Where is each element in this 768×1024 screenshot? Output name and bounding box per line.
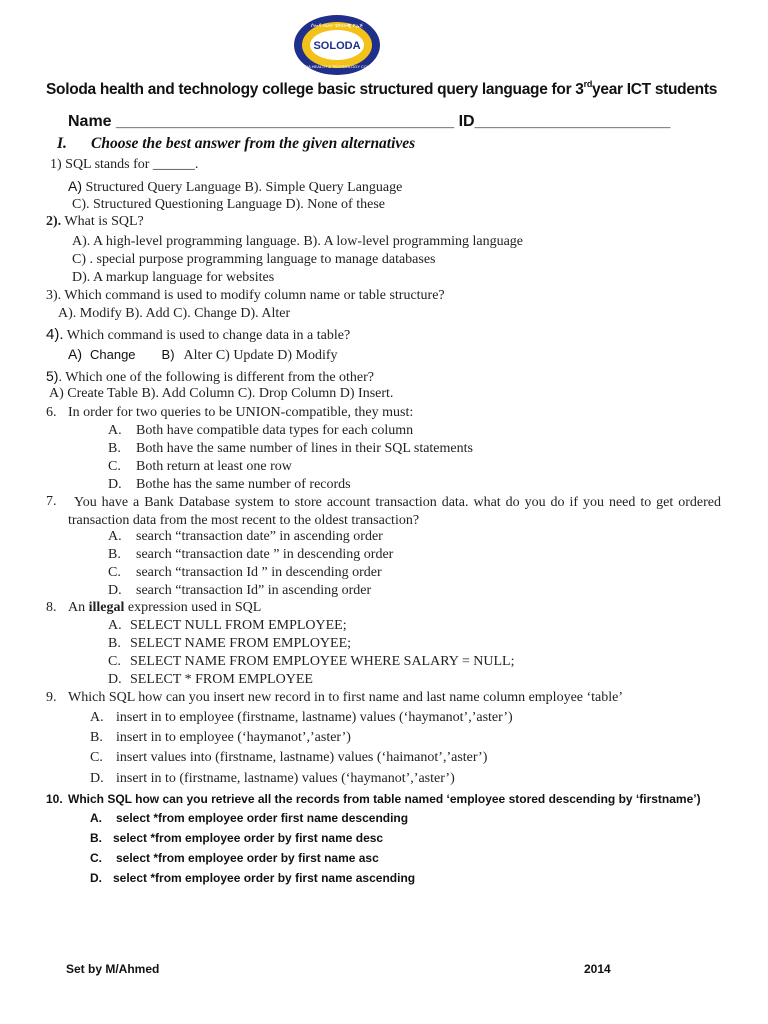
question-2-options-line-2: C) . special purpose programming language to manage databases: [72, 252, 436, 267]
option-text: search “transaction date ” in descending order: [136, 547, 394, 562]
question-4-options: [68, 346, 338, 364]
option-text: select *from employee order first name descending: [116, 811, 409, 825]
option-letter: C.: [90, 851, 102, 865]
option-text: search “transaction Id ” in descending order: [136, 565, 382, 580]
option-letter: B.: [108, 547, 121, 562]
option-text: Both return at least one row: [136, 459, 292, 474]
question-1-options-line-2: C). Structured Questioning Language D). None of these: [72, 197, 385, 212]
option-letter: A.: [108, 618, 122, 633]
question-6-number: 6.: [46, 405, 57, 420]
option-letter: B.: [90, 831, 102, 845]
option-letter: A.: [108, 423, 122, 438]
logo-text: SOLODA: [313, 40, 361, 52]
question-2-stem: [46, 214, 144, 230]
option-letter: D.: [108, 583, 122, 598]
question-10-number: 10.: [46, 792, 63, 806]
option-letter: C.: [90, 750, 103, 765]
question-text: . Which one of the following is different from the other?: [58, 370, 375, 385]
name-id-line: Name ______________________________________ ID______________________: [68, 113, 671, 130]
question-5-options: A) Create Table B). Add Column C). Drop Column D) Insert.: [49, 386, 394, 401]
footer-author: Set by M/Ahmed: [66, 962, 160, 976]
option-text: SELECT NAME FROM EMPLOYEE;: [130, 636, 352, 651]
option-text: SELECT NULL FROM EMPLOYEE;: [130, 618, 347, 633]
question-1-options-line-1: [68, 178, 402, 196]
question-7-stem: You have a Bank Database system to store account transaction data. what do you do if you need to get ordered transaction data from the most recent to the oldest transaction?: [68, 495, 721, 528]
question-number: 5): [46, 368, 59, 384]
question-8-stem: [68, 600, 261, 616]
option-letter: A.: [90, 710, 104, 725]
college-logo: [293, 14, 381, 76]
option-text: search “transaction Id” in ascending order: [136, 583, 372, 598]
question-7-number: 7.: [46, 494, 57, 509]
option-letter: A): [68, 178, 82, 194]
question-3-stem: 3). Which command is used to modify column name or table structure?: [46, 288, 445, 303]
option-letter: B.: [108, 441, 121, 456]
option-text: select *from employee order by first name ascending: [113, 871, 416, 885]
option-letter: B): [161, 347, 175, 362]
question-text: What is SQL?: [61, 214, 144, 229]
option-text: Both have compatible data types for each column: [136, 423, 414, 438]
section-numeral: I.: [57, 135, 67, 152]
page-title: [46, 80, 717, 99]
option-letter: C.: [108, 565, 121, 580]
option-text: Both have the same number of lines in their SQL statements: [136, 441, 473, 456]
option-text: insert in to employee (‘haymanot’,’aster’): [116, 730, 351, 745]
question-text: expression used in SQL: [124, 600, 262, 615]
option-text: SELECT NAME FROM EMPLOYEE WHERE SALARY = NULL;: [130, 654, 515, 669]
option-letter: A.: [90, 811, 102, 825]
option-letter: D.: [90, 871, 102, 885]
question-3-options: A). Modify B). Add C). Change D). Alter: [58, 306, 291, 321]
question-1-stem: 1) SQL stands for ______.: [50, 157, 199, 172]
option-letter: A.: [108, 529, 122, 544]
option-text: select *from employee order by first name desc: [113, 831, 384, 845]
option-text: select *from employee order by first name asc: [116, 851, 379, 865]
logo-arc-bottom: SOLODA HEALTH & TECHNOLOGY COLLEGE: [294, 64, 380, 69]
option-letter: B.: [108, 636, 121, 651]
footer-year: 2014: [584, 962, 611, 976]
question-number: 4).: [46, 326, 64, 343]
title-text: Soloda health and technology college basic structured query language for 3: [46, 81, 584, 99]
question-2-options-line-1: A). A high-level programming language. B). A low-level programming language: [72, 234, 524, 249]
question-5-stem: [46, 368, 374, 386]
question-text: An: [68, 600, 89, 615]
option-text: insert in to (firstname, lastname) values (‘haymanot’,’aster’): [116, 771, 455, 786]
option-text: insert in to employee (firstname, lastname) values (‘haymanot’,’aster’): [116, 710, 513, 725]
question-text-bold: illegal: [88, 600, 125, 615]
section-title: Choose the best answer from the given alternatives: [91, 135, 416, 152]
question-2-options-line-3: D). A markup language for websites: [72, 270, 275, 285]
option-text: search “transaction date” in ascending order: [136, 529, 383, 544]
option-letter: C.: [108, 654, 121, 669]
question-text: Which command is used to change data in a table?: [63, 328, 351, 343]
question-9-stem: Which SQL how can you insert new record in to first name and last name column employee ‘table’: [68, 690, 624, 705]
question-number: 2).: [46, 214, 62, 229]
option-text: Structured Query Language B). Simple Query Language: [82, 180, 403, 195]
question-4-stem: [46, 326, 350, 344]
option-letter: D.: [90, 771, 104, 786]
option-letter: C.: [108, 459, 121, 474]
title-superscript: rd: [583, 79, 593, 89]
option-letter: D.: [108, 672, 122, 687]
question-8-number: 8.: [46, 600, 57, 615]
option-text: SELECT * FROM EMPLOYEE: [130, 672, 313, 687]
option-text: Alter C) Update D) Modify: [183, 348, 338, 363]
option-letter: A): [68, 346, 82, 362]
option-text: Bothe has the same number of records: [136, 477, 351, 492]
question-9-number: 9.: [46, 690, 57, 705]
option-letter: D.: [108, 477, 122, 492]
option-text: Change: [90, 347, 136, 362]
question-10-stem: Which SQL how can you retrieve all the records from table named ‘employee stored descending by ‘firstname’): [68, 792, 701, 806]
option-text: insert values into (firstname, lastname) values (‘haimanot’,’aster’): [116, 750, 488, 765]
option-letter: B.: [90, 730, 103, 745]
logo-arc-top: ሶሎዳ ጤናና ቴክኖሎጂ ኮሌጅ: [310, 23, 364, 29]
question-6-stem: In order for two queries to be UNION-compatible, they must:: [68, 405, 414, 420]
title-text-end: year ICT students: [592, 81, 718, 99]
